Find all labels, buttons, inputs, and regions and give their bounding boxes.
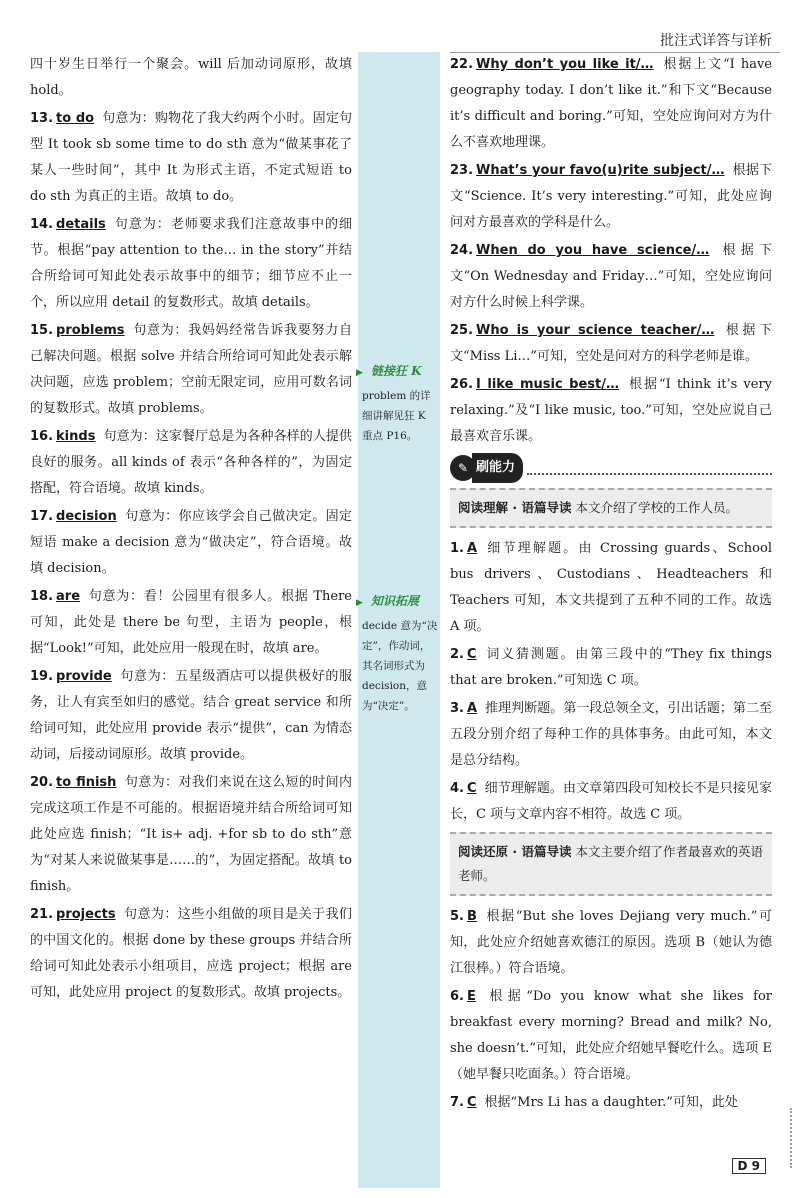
item-answer: I like music best/…: [476, 377, 620, 392]
item-explanation: 根据“Do you know what she likes for breakfast every morning? Bread and milk? No, she doesn’t.”可知，此处应介绍她早餐吃什么。选项 E（她早餐只吃面条。）符合语境。: [450, 989, 772, 1082]
item-number: 14.: [30, 217, 54, 232]
item-explanation: 细节理解题。由 Crossing guards、School bus drivers、Custodians、Headteachers 和 Teachers 可知，本文共提到了五种不同的工作。故选 A 项。: [450, 541, 772, 634]
left-column: [30, 52, 352, 1008]
item-number: 1.: [450, 541, 464, 556]
item-explanation: 句意为：五星级酒店可以提供极好的服务，让人有宾至如归的感觉。结合 great service 和所给词可知，此处应用 provide 表示“提供”，can 为情态动词，后接动词原形。故填 provide。: [30, 669, 352, 762]
item-explanation: 根据下文“Science. It’s very interesting.”可知，此处应询问对方最喜欢的学科是什么。: [450, 163, 772, 230]
section-badge-label: 刷能力: [472, 453, 523, 483]
item-explanation: 句意为：老师要求我们注意故事中的细节。根据“pay attention to the… in the story”并结合所给词可知此处表示故事中的细节；细节应不止一个，所以应用 detail 的复数形式。故填 details。: [30, 217, 352, 310]
item-answer: are: [56, 589, 81, 604]
guide-label: 阅读还原 · 语篇导读: [458, 844, 572, 859]
item-explanation: 句意为：我妈妈经常告诉我要努力自己解决问题。根据 solve 并结合所给词可知此处表示解决问题，应选 problem；空前无限定词，应用可数名词的复数形式。故填 problems。: [30, 323, 352, 416]
item-explanation: 词义猜测题。由第三段中的“They fix things that are broken.”可知选 C 项。: [450, 647, 772, 688]
answer-item: [30, 504, 352, 582]
margin-note-text-1: problem 的详细讲解见狂 K 重点 P16。: [362, 390, 431, 442]
answer-item: [450, 372, 772, 450]
item-number: 25.: [450, 323, 474, 338]
answer-item: [30, 106, 352, 210]
item-number: 2.: [450, 647, 464, 662]
item-answer: decision: [56, 509, 117, 524]
item-number: 6.: [450, 989, 464, 1004]
item-explanation: 根据下文“Miss Li…”可知，空处是问对方的科学老师是谁。: [450, 323, 772, 364]
answer-item: [450, 158, 772, 236]
item-answer: C: [466, 1095, 477, 1110]
item-number: 21.: [30, 907, 54, 922]
item-answer: A: [466, 541, 478, 556]
item-explanation: 句意为：对我们来说在这么短的时间内完成这项工作是不可能的。根据语境并结合所给词可知此处应选 finish；“It is+ adj. +for sb to do sth”意为“对某人来说做某事是……的”，为固定搭配。故填 to finish。: [30, 775, 352, 894]
item-answer: kinds: [56, 429, 96, 444]
header-title: 批注式详答与详析: [660, 33, 772, 49]
item-explanation: 推理判断题。第一段总领全文，引出话题；第二至五段分别介绍了每种工作的具体事务。由此可知，本文是总分结构。: [450, 701, 772, 768]
item-answer: When do you have science/…: [476, 243, 710, 258]
item-number: 13.: [30, 111, 54, 126]
item-number: 15.: [30, 323, 54, 338]
item-number: 19.: [30, 669, 54, 684]
item-answer: E: [466, 989, 476, 1004]
guide-text: 本文主要介绍了作者最喜欢的英语老师。: [458, 844, 763, 883]
item-answer: provide: [56, 669, 112, 684]
item-answer: problems: [56, 323, 125, 338]
answer-item: [30, 212, 352, 316]
item-number: 16.: [30, 429, 54, 444]
item-explanation: 细节理解题。由文章第四段可知校长不是只接见家长，C 项与文章内容不相符。故选 C 项。: [450, 781, 772, 822]
item-explanation: 根据“But she loves Dejiang very much.”可知，此处应介绍她喜欢德江的原因。选项 B（她认为德江很棒。）符合语境。: [450, 909, 772, 976]
item-answer: A: [466, 701, 478, 716]
item-number: 26.: [450, 377, 474, 392]
item-answer: Why don’t you like it/…: [476, 57, 654, 72]
item-answer: to finish: [56, 775, 117, 790]
item-number: 7.: [450, 1095, 464, 1110]
item-explanation: 句意为：看！公园里有很多人。根据 There 可知，此处是 there be 句型，主语为 people，根据“Look!”可知，此处应用一般现在时，故填 are。: [30, 589, 352, 656]
answer-item: [450, 318, 772, 370]
item-explanation: 句意为：你应该学会自己做决定。固定短语 make a decision 意为“做决定”，符合语境。故填 decision。: [30, 509, 352, 576]
answer-item: [30, 584, 352, 662]
item-answer: B: [466, 909, 477, 924]
answer-item: [30, 318, 352, 422]
item-number: 5.: [450, 909, 464, 924]
item-explanation: 根据“Mrs Li has a daughter.”可知，此处: [484, 1095, 738, 1110]
corner-dotted-mark: [778, 1108, 792, 1168]
guide-label: 阅读理解 · 语篇导读: [458, 500, 572, 515]
answer-item: [450, 1090, 772, 1116]
item-number: 4.: [450, 781, 464, 796]
item-answer: What’s your favo(u)rite subject/…: [476, 163, 725, 178]
answer-item: [30, 902, 352, 1006]
margin-note-label-1: ▶ 链接狂 K: [362, 362, 422, 379]
answer-item: [450, 642, 772, 694]
pencil-icon: ✎: [450, 455, 476, 481]
answer-item: [450, 904, 772, 982]
right-column: [450, 52, 772, 1118]
answer-item: [30, 664, 352, 768]
reading-guide-box: [450, 832, 772, 896]
item-explanation: 根据上文“I have geography today. I don’t like it.”和下文“Because it’s difficult and boring.”可知，空处应询问对方为什么不喜欢地理课。: [450, 57, 773, 150]
item-explanation: 句意为：这些小组做的项目是关于我们的中国文化的。根据 done by these groups 并结合所给词可知此处表示小组项目，应选 project；根据 are 可知，此处应用 project 的复数形式。故填 projects。: [30, 907, 352, 1000]
item-answer: C: [466, 647, 477, 662]
item-answer: to do: [56, 111, 95, 126]
item-number: 3.: [450, 701, 464, 716]
intro-paragraph: 四十岁生日举行一个聚会。will 后加动词原形，故填 hold。: [30, 57, 352, 98]
item-number: 23.: [450, 163, 474, 178]
reading-guide-box: [450, 488, 772, 528]
item-number: 20.: [30, 775, 54, 790]
answer-item: [30, 424, 352, 502]
item-number: 17.: [30, 509, 54, 524]
answer-item: [450, 52, 772, 156]
guide-text: 本文介绍了学校的工作人员。: [575, 500, 738, 515]
margin-note-text-2: decide 意为“决定”，作动词，其名词形式为 decision，意为“决定”。: [362, 620, 438, 712]
item-answer: projects: [56, 907, 116, 922]
item-explanation: 根据“I think it’s very relaxing.”及“I like music, too.”可知，空处应说自己最喜欢音乐课。: [450, 377, 773, 444]
item-answer: Who is your science teacher/…: [476, 323, 715, 338]
item-number: 18.: [30, 589, 54, 604]
answer-item: [30, 770, 352, 900]
item-number: 24.: [450, 243, 474, 258]
item-answer: details: [56, 217, 106, 232]
page-number: D 9: [732, 1158, 767, 1174]
item-explanation: 句意为：购物花了我大约两个小时。固定句型 It took sb some time to do sth 意为“做某事花了某人一些时间”，其中 It 为形式主语，不定式短语 to do sth 为真正的主语。故填 to do。: [30, 111, 352, 204]
item-number: 22.: [450, 57, 474, 72]
answer-item: [450, 696, 772, 774]
item-explanation: 句意为：这家餐厅总是为各种各样的人提供良好的服务。all kinds of 表示“各种各样的”，为固定搭配，符合语境。故填 kinds。: [30, 429, 352, 496]
margin-note-label-2: ▶ 知识拓展: [362, 592, 419, 609]
answer-item: [450, 776, 772, 828]
answer-item: [450, 536, 772, 640]
answer-item: [450, 984, 772, 1088]
answer-item: [450, 238, 772, 316]
section-badge: [450, 454, 772, 482]
dotted-rule: [527, 461, 772, 475]
item-answer: C: [466, 781, 477, 796]
item-explanation: 根据下文“On Wednesday and Friday…”可知，空处应询问对方什么时候上科学课。: [450, 243, 772, 310]
